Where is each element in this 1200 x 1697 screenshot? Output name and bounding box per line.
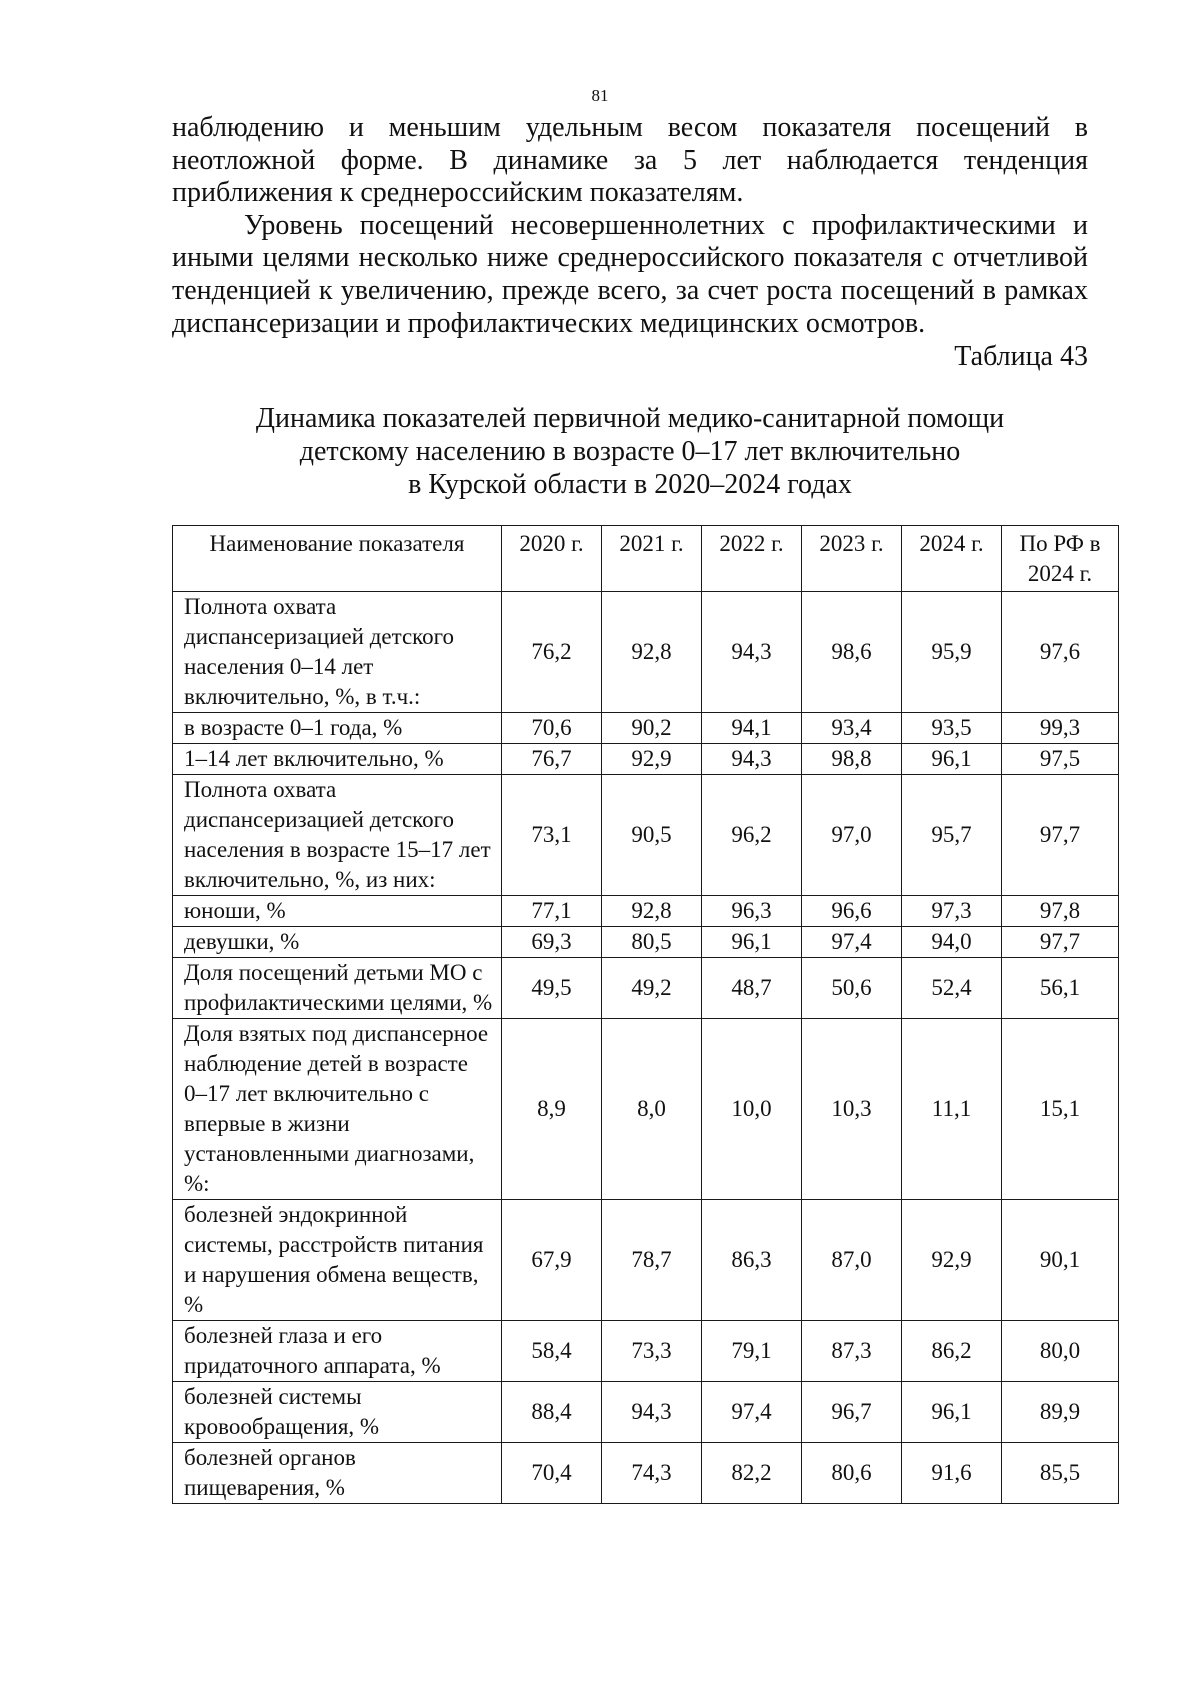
indicator-name: Доля взятых под диспансерное наблюдение детей в возрасте 0–17 лет включительно с впервые в жизни установленными диагнозами, %:	[173, 1019, 502, 1200]
indicator-value: 99,3	[1002, 713, 1119, 744]
indicator-value: 93,5	[902, 713, 1002, 744]
indicator-value: 97,6	[1002, 592, 1119, 713]
table-row	[173, 713, 1119, 744]
indicator-value: 94,0	[902, 927, 1002, 958]
table-row	[173, 775, 1119, 896]
indicator-value: 87,3	[802, 1321, 902, 1382]
indicator-value: 80,0	[1002, 1321, 1119, 1382]
indicator-value: 97,7	[1002, 775, 1119, 896]
table-body	[173, 592, 1119, 1504]
table-row	[173, 896, 1119, 927]
indicator-value: 8,9	[502, 1019, 602, 1200]
indicator-value: 78,7	[602, 1200, 702, 1321]
indicator-name: 1–14 лет включительно, %	[173, 744, 502, 775]
indicator-value: 94,1	[702, 713, 802, 744]
column-header-rf-2024: По РФ в 2024 г.	[1002, 526, 1119, 592]
indicator-value: 90,5	[602, 775, 702, 896]
indicator-value: 85,5	[1002, 1443, 1119, 1504]
indicator-value: 94,3	[702, 592, 802, 713]
indicator-value: 73,3	[602, 1321, 702, 1382]
indicator-value: 8,0	[602, 1019, 702, 1200]
table-title-line: детскому населению в возрасте 0–17 лет включительно	[299, 436, 961, 467]
indicator-value: 80,6	[802, 1443, 902, 1504]
indicators-table	[172, 525, 1119, 1504]
indicator-name: Полнота охвата диспансеризацией детского населения в возрасте 15–17 лет включительно, %, из них:	[173, 775, 502, 896]
indicator-value: 67,9	[502, 1200, 602, 1321]
body-text	[172, 112, 1088, 340]
column-header-name: Наименование показателя	[173, 526, 502, 592]
indicator-value: 97,3	[902, 896, 1002, 927]
indicator-name: в возрасте 0–1 года, %	[173, 713, 502, 744]
table-row	[173, 1200, 1119, 1321]
indicator-value: 95,9	[902, 592, 1002, 713]
table-row	[173, 1382, 1119, 1443]
indicator-value: 92,9	[902, 1200, 1002, 1321]
indicator-name: юноши, %	[173, 896, 502, 927]
indicator-name: болезней эндокринной системы, расстройств питания и нарушения обмена веществ, %	[173, 1200, 502, 1321]
indicator-value: 70,6	[502, 713, 602, 744]
table-row	[173, 592, 1119, 713]
indicator-value: 92,8	[602, 896, 702, 927]
table-row	[173, 1019, 1119, 1200]
indicator-name: Доля посещений детьми МО с профилактическими целями, %	[173, 958, 502, 1019]
table-header-row	[173, 526, 1119, 592]
indicator-name: болезней органов пищеварения, %	[173, 1443, 502, 1504]
indicator-value: 82,2	[702, 1443, 802, 1504]
indicator-name: Полнота охвата диспансеризацией детского населения 0–14 лет включительно, %, в т.ч.:	[173, 592, 502, 713]
page-number: 81	[591, 86, 609, 105]
indicator-value: 56,1	[1002, 958, 1119, 1019]
indicator-value: 96,1	[902, 744, 1002, 775]
table-row	[173, 927, 1119, 958]
indicator-value: 89,9	[1002, 1382, 1119, 1443]
indicator-value: 96,6	[802, 896, 902, 927]
indicator-value: 96,1	[902, 1382, 1002, 1443]
indicator-value: 10,3	[802, 1019, 902, 1200]
paragraph: Уровень посещений несовершеннолетних с профилактическими и иными целями несколько ниже среднероссийского показателя с отчетливой тенденцией к увеличению, прежде всего, за счет роста посещений в рамках диспансеризации и профилактических медицинских осмотров.	[172, 209, 1088, 339]
indicator-value: 98,6	[802, 592, 902, 713]
indicator-value: 96,3	[702, 896, 802, 927]
table-label: Таблица 43	[954, 341, 1088, 372]
indicator-value: 86,2	[902, 1321, 1002, 1382]
indicator-value: 92,8	[602, 592, 702, 713]
indicator-value: 93,4	[802, 713, 902, 744]
table-title-line: Динамика показателей первичной медико-санитарной помощи	[255, 403, 1005, 434]
indicator-value: 76,2	[502, 592, 602, 713]
indicator-value: 97,7	[1002, 927, 1119, 958]
indicator-value: 58,4	[502, 1321, 602, 1382]
indicator-value: 94,3	[602, 1382, 702, 1443]
indicator-value: 97,5	[1002, 744, 1119, 775]
table-row	[173, 958, 1119, 1019]
column-header-2024: 2024 г.	[902, 526, 1002, 592]
indicator-value: 95,7	[902, 775, 1002, 896]
indicator-value: 88,4	[502, 1382, 602, 1443]
indicator-value: 73,1	[502, 775, 602, 896]
indicator-value: 10,0	[702, 1019, 802, 1200]
table-title	[172, 402, 1088, 501]
indicator-value: 49,2	[602, 958, 702, 1019]
indicator-value: 94,3	[702, 744, 802, 775]
indicator-name: девушки, %	[173, 927, 502, 958]
indicator-value: 91,6	[902, 1443, 1002, 1504]
column-header-2022: 2022 г.	[702, 526, 802, 592]
column-header-2020: 2020 г.	[502, 526, 602, 592]
indicator-value: 15,1	[1002, 1019, 1119, 1200]
column-header-2023: 2023 г.	[802, 526, 902, 592]
table-row	[173, 1443, 1119, 1504]
indicator-value: 76,7	[502, 744, 602, 775]
indicator-value: 97,0	[802, 775, 902, 896]
indicator-name: болезней системы кровообращения, %	[173, 1382, 502, 1443]
indicator-value: 49,5	[502, 958, 602, 1019]
indicator-value: 11,1	[902, 1019, 1002, 1200]
indicator-value: 96,2	[702, 775, 802, 896]
indicator-name: болезней глаза и его придаточного аппарата, %	[173, 1321, 502, 1382]
indicator-value: 96,1	[702, 927, 802, 958]
indicator-value: 69,3	[502, 927, 602, 958]
indicator-value: 77,1	[502, 896, 602, 927]
indicator-value: 87,0	[802, 1200, 902, 1321]
indicator-value: 86,3	[702, 1200, 802, 1321]
indicator-value: 50,6	[802, 958, 902, 1019]
indicator-value: 97,4	[802, 927, 902, 958]
indicator-value: 52,4	[902, 958, 1002, 1019]
indicator-value: 92,9	[602, 744, 702, 775]
indicator-value: 80,5	[602, 927, 702, 958]
indicator-value: 97,4	[702, 1382, 802, 1443]
table-title-line: в Курской области в 2020–2024 годах	[408, 469, 852, 500]
indicator-value: 97,8	[1002, 896, 1119, 927]
paragraph-continuation: наблюдению и меньшим удельным весом показателя посещений в неотложной форме. В динамике за 5 лет наблюдается тенденция приближения к среднероссийским показателям.	[172, 112, 1088, 209]
indicator-value: 79,1	[702, 1321, 802, 1382]
table-row	[173, 1321, 1119, 1382]
indicator-value: 96,7	[802, 1382, 902, 1443]
indicator-value: 90,2	[602, 713, 702, 744]
indicator-value: 48,7	[702, 958, 802, 1019]
indicator-value: 70,4	[502, 1443, 602, 1504]
table-row	[173, 744, 1119, 775]
indicator-value: 90,1	[1002, 1200, 1119, 1321]
indicator-value: 98,8	[802, 744, 902, 775]
indicator-value: 74,3	[602, 1443, 702, 1504]
column-header-2021: 2021 г.	[602, 526, 702, 592]
